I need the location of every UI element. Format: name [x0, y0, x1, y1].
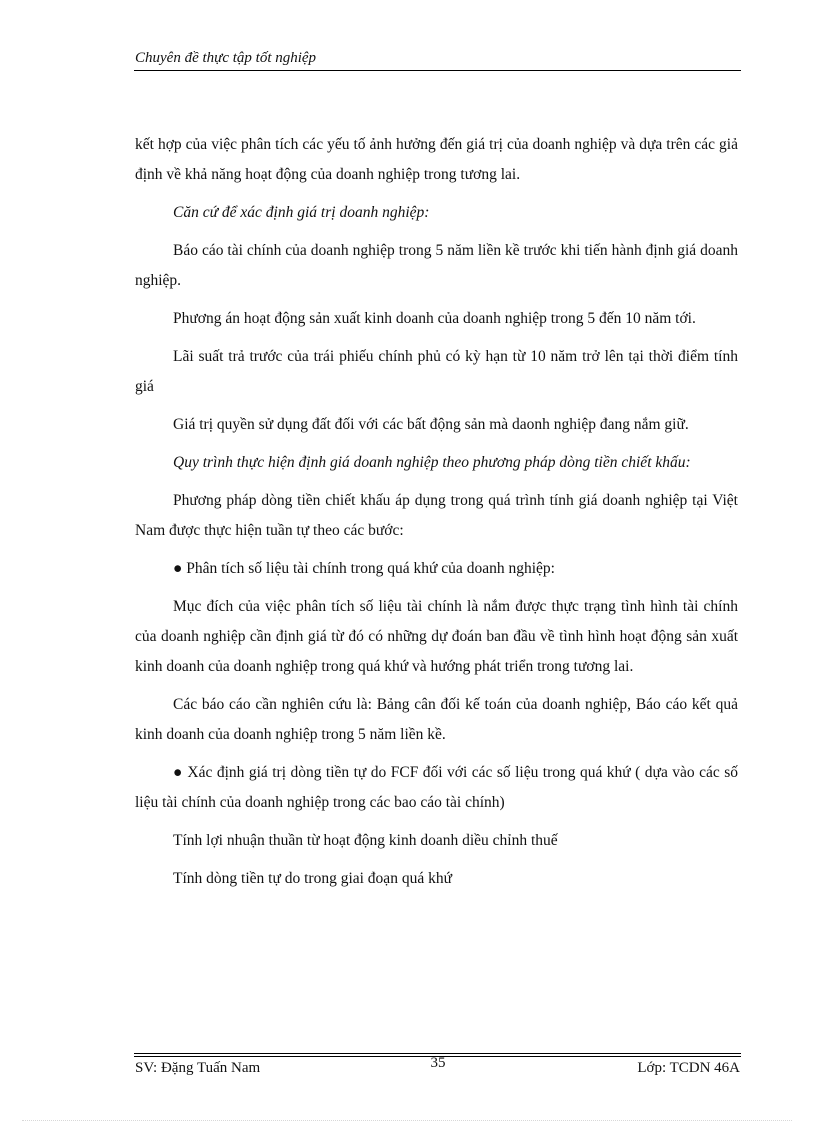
paragraph-bond-rate: Lãi suất trả trước của trái phiếu chính phủ có kỳ hạn từ 10 năm trở lên tại thời điểm tính giá: [135, 348, 738, 395]
footer-page-number: 35: [430, 1055, 446, 1071]
page-bottom-dotted-line: [22, 1120, 792, 1121]
header-rule: [134, 70, 741, 71]
subheading-dcf-process: Quy trình thực hiện định giá doanh nghiệp theo phương pháp dòng tiền chiết khấu:: [173, 454, 691, 471]
footer-class: Lớp: TCDN 46A: [637, 1060, 740, 1076]
paragraph-land-use-value: Giá trị quyền sử dụng đất đối với các bất động sản mà daonh nghiệp đang nắm giữ.: [173, 416, 689, 433]
bullet-fcf-determination: ● Xác định giá trị dòng tiền tự do FCF đối với các số liệu trong quá khứ ( dựa vào các số liệu tài chính của doanh nghiệp trong các bao cáo tài chính): [135, 764, 738, 811]
paragraph-dcf-steps-intro: Phương pháp dòng tiền chiết khấu áp dụng trong quá trình tính giá doanh nghiệp tại Việt Nam được thực hiện tuần tự theo các bước:: [135, 492, 738, 539]
paragraph-business-plan: Phương án hoạt động sản xuất kinh doanh của doanh nghiệp trong 5 đến 10 năm tới.: [173, 310, 696, 327]
footer-student-name: SV: Đặng Tuấn Nam: [135, 1060, 261, 1076]
document-body: [135, 130, 738, 902]
page-header-title: Chuyên đề thực tập tốt nghiệp: [135, 50, 317, 66]
paragraph-net-profit: Tính lợi nhuận thuần từ hoạt động kinh doanh diều chỉnh thuế: [173, 832, 558, 849]
footer-rule-top: [134, 1053, 741, 1054]
paragraph-financial-reports: Báo cáo tài chính của doanh nghiệp trong 5 năm liền kề trước khi tiến hành định giá doanh nghiệp.: [135, 242, 738, 289]
bullet-historical-analysis: ● Phân tích số liệu tài chính trong quá khứ của doanh nghiệp:: [173, 560, 555, 577]
subheading-valuation-basis: Căn cứ để xác định giá trị doanh nghiệp:: [173, 204, 430, 221]
paragraph-free-cash-flow: Tính dòng tiền tự do trong giai đoạn quá khứ: [173, 870, 452, 887]
paragraph-intro-continued: kết hợp của việc phân tích các yếu tố ảnh hưởng đến giá trị của doanh nghiệp và dựa trên các giả định về khả năng hoạt động của doanh nghiệp trong tương lai.: [135, 136, 738, 183]
paragraph-analysis-purpose: Mục đích của việc phân tích số liệu tài chính là nắm được thực trạng tình hình tài chính của doanh nghiệp cần định giá từ đó có những dự đoán ban đầu về tình hình hoạt động sản xuất kinh doanh của doanh nghiệp trong quá khứ và hướng phát triển trong tương lai.: [135, 598, 738, 675]
paragraph-reports-to-study: Các báo cáo cần nghiên cứu là: Bảng cân đối kế toán của doanh nghiệp, Báo cáo kết quả kinh doanh của doanh nghiệp trong 5 năm liền kề.: [135, 696, 738, 743]
